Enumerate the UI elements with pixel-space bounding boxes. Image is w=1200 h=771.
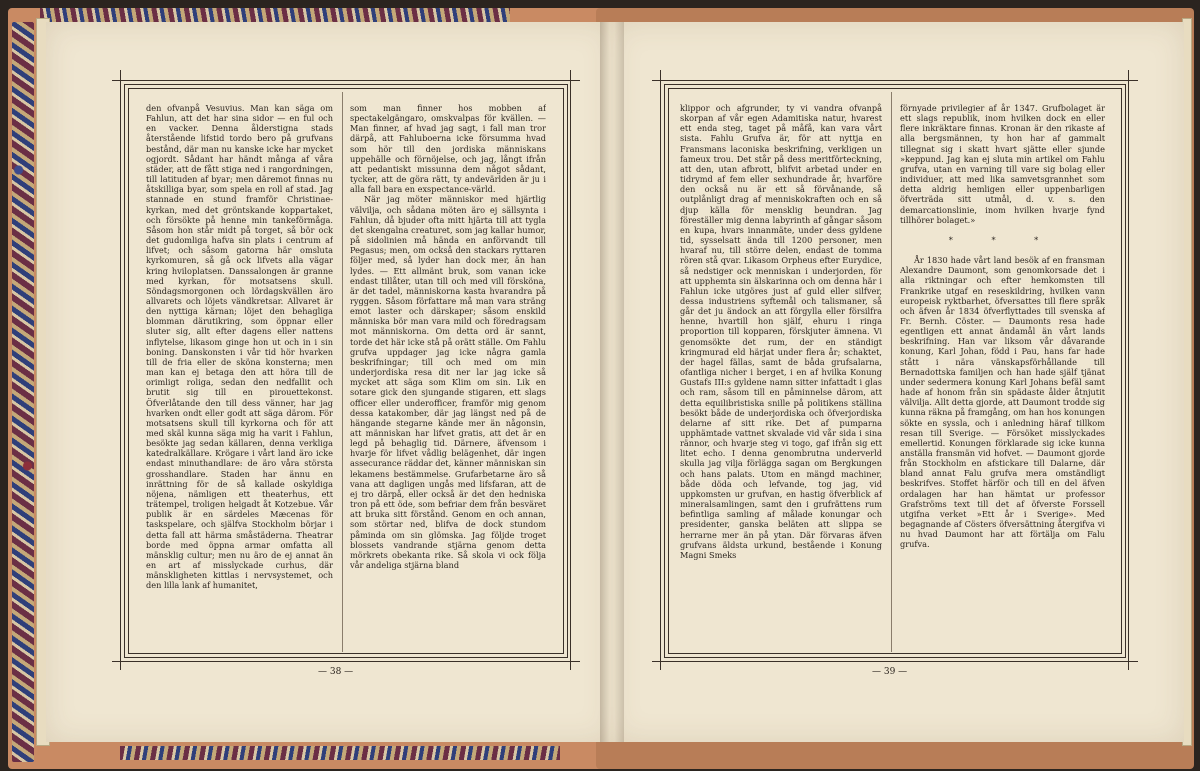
left-frame-outer-top — [112, 80, 580, 81]
marbled-endpaper-left — [12, 22, 34, 762]
right-frame-outer-bottom — [652, 661, 1138, 662]
left-page-column-1 — [146, 103, 333, 651]
left-frame-outer-bottom — [112, 661, 580, 662]
paragraph: klippor och afgrunder, ty vi vandra ofvanpå skorpan af vår egen Adamitiska natur, hvarest ett enda steg, taget på måfå, kan vara vårt sista. Fahlu Grufva är, för att nyttja en Fransmans laconiska beskrifning, verkligen un fameux trou. Det står på dess meritförteckning, att den, utan afbrott, blifvit arbetad under en tidrymd af fem eller sexhundrade år, hvarföre den också nu är ett så förvånande, så outplånligt drag af menniskokraften och en så djup källa för mensklig beundran. Jag föreställer mig denna labyrinth af gångar såsom en kupa, hvars innanmäte, under dess gyldene tid, sysselsatt ända till 1200 personer, men hvaraf nu, till större delen, endast de tomma rören stå qvar. Likasom Orpheus efter Eurydice, så nedstiger ock menniskan i underjorden, för att upphemta sin älskarinna och om denna här i Fahlun icke utgöres just af guld eller silfver, dessa industriens syftemål och talismaner, så går det ju ändock an att förgylla eller försilfra henne, hvartill hon själf, ehuru i ringa proportion till kopparen, förskjuter ämnena. Vi genomsökte det rum, der en ständigt kringmurad eld härjat under flera år; schaktet, der hagel fällas, samt de båda grufsalarna, ofantliga nicher i berget, i en af hvilka Konung Gustafs III:s gyldene namn sitter infattadt i glas och ram, såsom till en påminnelse därom, att detta equilibristiska snille på politikens ställina besökt både de underjordiska och öfverjordiska delarne af sitt rike. Det af pumparna upphämtade vattnet skvalade vid vår sida i sina rännor, och hvarje steg vi togo, gaf ifrån sig ett litet echo. I denna genombrutna underverld skulla jag vilja förlägga sagan om Bergkungen och hans palats. Utom en mängd machiner, både döda och lefvande, tog jag, vid uppkomsten ur grufvan, en hastig öfverblick af mineralsamlingen, samt den i grufrättens rum befintliga samling af målade konungar och presidenter, ganska beläten att slippa se herrarne mer än på ytan. Där förvaras äfven grufvans äldsta urkund, bestående i Konung Magni Smeks — [680, 103, 882, 560]
right-page-column-1 — [680, 103, 882, 651]
section-break-stars: * * * — [948, 234, 1057, 245]
left-column-divider — [342, 92, 343, 652]
right-page-column-2 — [900, 103, 1105, 651]
page-number-left: — 38 — — [318, 667, 354, 677]
marbled-endpaper-bottom — [120, 746, 560, 760]
paragraph: År 1830 hade vårt land besök af en fransman Alexandre Daumont, som genomkorsade det i alla riktningar och efter hemkomsten till Frankrike utgaf en reseskildring, hvilken vann europeisk ryktbarhet, öfversattes till flere språk och äfven år 1834 öfverflyttades till svenska af Fr. Bernh. Cöster. — Daumonts resa hade egentligen ett annat ändamål än vårt lands beskrifning. Han var liksom vår dåvarande konung, Karl Johan, född i Pau, hans far hade stått i nära vänskapsförhållande till Bernadottska familjen och han hade själf tjänat under sedermera konung Karl Johans befäl samt hade af honom från sin spädaste ålder åtnjutit välvilja. Allt detta gjorde, att Daumont trodde sig kunna räkna på framgång, om han hos konungen sökte en syssla, och i anledning häraf tillkom resan till Sverige. — Försöket misslyckades emellertid. Konungen förklarade sig icke kunna anställa fransmän vid hofvet. — Daumont gjorde från Stockholm en afstickare till Dalarne, där bland annat Falu grufva mera omständligt beskrifves. Stoffet härför och till en del äfven ordalagen har han hämtat ur professor Grafströms text till det af öfverste Forssell utgifna verket »Ett år i Sverige». Med begagnande af Cösters öfversättning återgifva vi nu hvad Daumont har att förtälja om Falu grufva. — [900, 255, 1105, 550]
paragraph: den ofvanpå Vesuvius. Man kan säga om Fahlun, att det har sina sidor — en ful och en vacker. Denna ålderstigna stads återstående lifstid tordo bero på grufvans bestånd, där man nu kanske icke har mycket ogjordt. Sådant har händt många af våra städer, att de fått stiga ned i rangordningen, till latituden af byar; men däremot finnas nu åtskilliga byar, som spela en roll af stad. Jag stannade en stund framför Christinae-kyrkan, med det gröntskande koppartaket, och försökte på henne min tankeförmåga. Såsom hon står midt på torget, så bör ock det gudomliga hafva sin plats i centrum af lifvet; och såsom gatorna här omsluta kyrkomuren, så gå ock lifvets alla vägar kring hviloplatsen. Danssalongen är granne med kyrkan, för motsatsens skull. Söndagsmorgonen och lördagskvällen äro allvarets och löjets vändkretsar. Allvaret är den nyttiga kärnan; löjet den behagliga blomman därutikring, som öppnar eller sluter sig, allt efter dagens eller nattens inflytelse, likasom ginge hon ut och in i sin boning. Danskonsten i vår tid hör hvarken till de fria eller de sköna konsterna; men man kan ej betaga den att höra till de orimligt roliga, sedan den nedfallit och brutit sig till en pirouettekonst. Öfverlåtande den till dess vänner, har jag hvarken ondt eller godt att säga därom. För motsatsens skull till kyrkorna och för att med skäl kunna säga mig ha varit i Fahlun, besökte jag sedan källaren, denna verkliga katedralkällare. Krögare i vårt land äro icke endast minuthandlare: de äro våra största grosshandlare. Staden har ännu en inrättning för de så kallade oskyldiga nöjena, nämligen ett theaterhus, ett trätempel, troligen helgadt åt Kotzebue. Vår publik är en särdeles Mæcenas för taskspelare, och själfva Stockholm börjar i detta fall att härma småstäderna. Theatrar borde med öppna armar omfatta all mänsklig cultur; men nu äro de ej annat än en art af misslyckade curhus, där mänskligheten kittlas i nervsystemet, och den lilla lank af humanitet, — [146, 103, 333, 591]
right-frame-outer-left — [660, 70, 661, 670]
paragraph: När jag möter människor med hjärtlig välvilja, och sådana möten äro ej sällsynta i Fahlun, då bjuder ofta mitt hjärta till att tygla det skengalna creaturet, som jag kallar humor, på sidolinien må hända en anförvandt till Pegasus; men, om också den stackars ryttaren följer med, så lyder han dock mer, än han lydes. — Ett allmänt bruk, som vanan icke endast tillåter, utan till och med vill försköna, är det tadel, människorna kasta hvarandra på ryggen. Såsom författare må man vara sträng emot laster och därskaper; såsom enskild människa bör man vara mild och föredragsam mot människorna. Om detta ord är sannt, torde det här icke stå på orätt ställe. Om Fahlu grufva uppdager jag icke några gamla beskrifningar; till och med om min underjordiska resa dit ner lar jag icke så mycket att säga som Klim om sin. Lik en sotare gick den sjungande stigaren, ett slags officer eller underofficer, framför mig genom dessa katakomber, där jag längst ned på de hängande stegarne kände mer än någonsin, att människan har lifvet gratis, att det är en legd på behaglig tid. Därnere, äfvensom i hvarje för lifvet vådlig belägenhet, där ingen assecurance räddar det, känner människan sin lekamens bestämmelse. Grufarbetarne äro så vana att dagligen ungås med lifsfaran, att de ej tro därpå, eller också är det den hedniska tron på ett öde, som befriar dem från besväret att bruka sitt förstånd. Genom en och annan, som störtar ned, blifva de dock stundom påminda om sin glömska. Jag följde troget blossets vandrande stjärna genom detta mörkrets obekanta rike. Så skola vi ock följa vår andeliga stjärna bland — [350, 194, 546, 571]
book-gutter — [600, 22, 624, 742]
paragraph: förnyade privilegier af år 1347. Grufbolaget är ett slags republik, inom hvilken dock en eller flere inkräktare finnas. Kronan är den rikaste af alla bergsmännen, ty hon har af gammalt tillegnat sig i skatt hvart sjätte eller sjunde »keppund. Jag kan ej sluta min artikel om Fahlu grufva, utan en varning till vare sig bolag eller individuer, att med lika samvetsgrannhet som detta aldrig hemligen eller uppenbarligen öfverträda sitt utmål, d. v. s. den demarcationslinie, inom hvilken hvarje fynd tillhörer bolaget.» — [900, 103, 1105, 225]
left-page-column-2 — [350, 103, 546, 651]
marbled-endpaper-top — [40, 8, 510, 22]
left-frame-outer-right — [570, 70, 571, 670]
page-number-right: — 39 — — [872, 667, 908, 677]
paragraph: som man finner hos mobben af spectakelgängaro, omskvalpas för kvällen. — Man finner, af hvad jag sagt, i fall man tror därpå, att Fahluboerna icke försumma hvad som hör till den jordiska människans uppehälle och förnöjelse, och jag, långt ifrån att pedantiskt missunna dem något sådant, tycker, att de göra rätt, ty andevärlden är ju i alla fall bara en exspectance-värld. — [350, 103, 546, 195]
right-column-divider — [891, 92, 892, 652]
right-frame-outer-right — [1128, 70, 1129, 670]
right-frame-outer-top — [652, 80, 1138, 81]
left-frame-outer-left — [120, 70, 121, 670]
